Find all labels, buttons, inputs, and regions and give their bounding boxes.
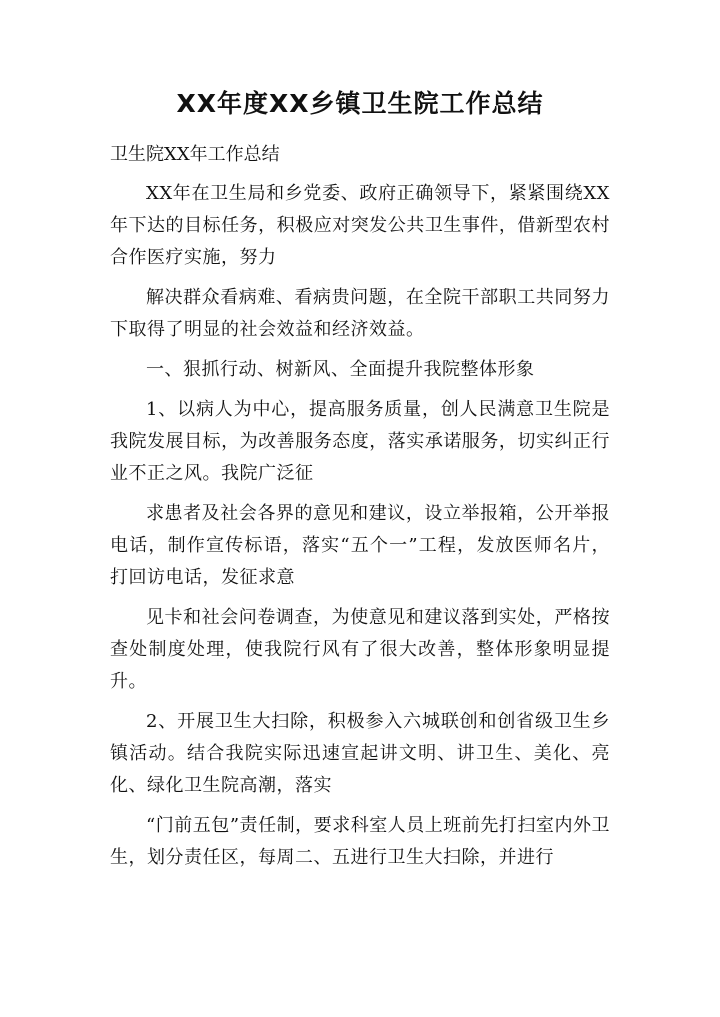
document-title: XX年度XX乡镇卫生院工作总结 (176, 89, 544, 118)
paragraph: 1、以病人为中心，提高服务质量，创人民满意卫生院是我院发展目标，为改善服务态度，落实承诺服务，切实纠正行业不正之风。我院广泛征 (110, 399, 610, 484)
paragraph: XX年在卫生局和乡党委、政府正确领导下，紧紧围绕XX年下达的目标任务，积极应对突发公共卫生事件，借新型农村合作医疗实施，努力 (110, 183, 610, 268)
section-heading: 一、狠抓行动、树新风、全面提升我院整体形象 (146, 359, 535, 380)
document-subtitle: 卫生院XX年工作总结 (110, 144, 280, 165)
paragraph: 解决群众看病难、看病贵问题，在全院干部职工共同努力下取得了明显的社会效益和经济效益。 (110, 287, 610, 340)
paragraph: “门前五包”责任制，要求科室人员上班前先打扫室内外卫生，划分责任区，每周二、五进行卫生大扫除，并进行 (110, 815, 610, 868)
paragraph: 见卡和社会问卷调查，为使意见和建议落到实处，严格按查处制度处理，使我院行风有了很大改善，整体形象明显提升。 (110, 607, 610, 692)
paragraph: 求患者及社会各界的意见和建议，设立举报箱，公开举报电话，制作宣传标语，落实“五个一”工程，发放医师名片，打回访电话，发征求意 (110, 503, 610, 588)
paragraph: 2、开展卫生大扫除，积极参入六城联创和创省级卫生乡镇活动。结合我院实际迅速宣起讲文明、讲卫生、美化、亮化、绿化卫生院高潮，落实 (110, 711, 610, 796)
document-body (110, 178, 610, 882)
